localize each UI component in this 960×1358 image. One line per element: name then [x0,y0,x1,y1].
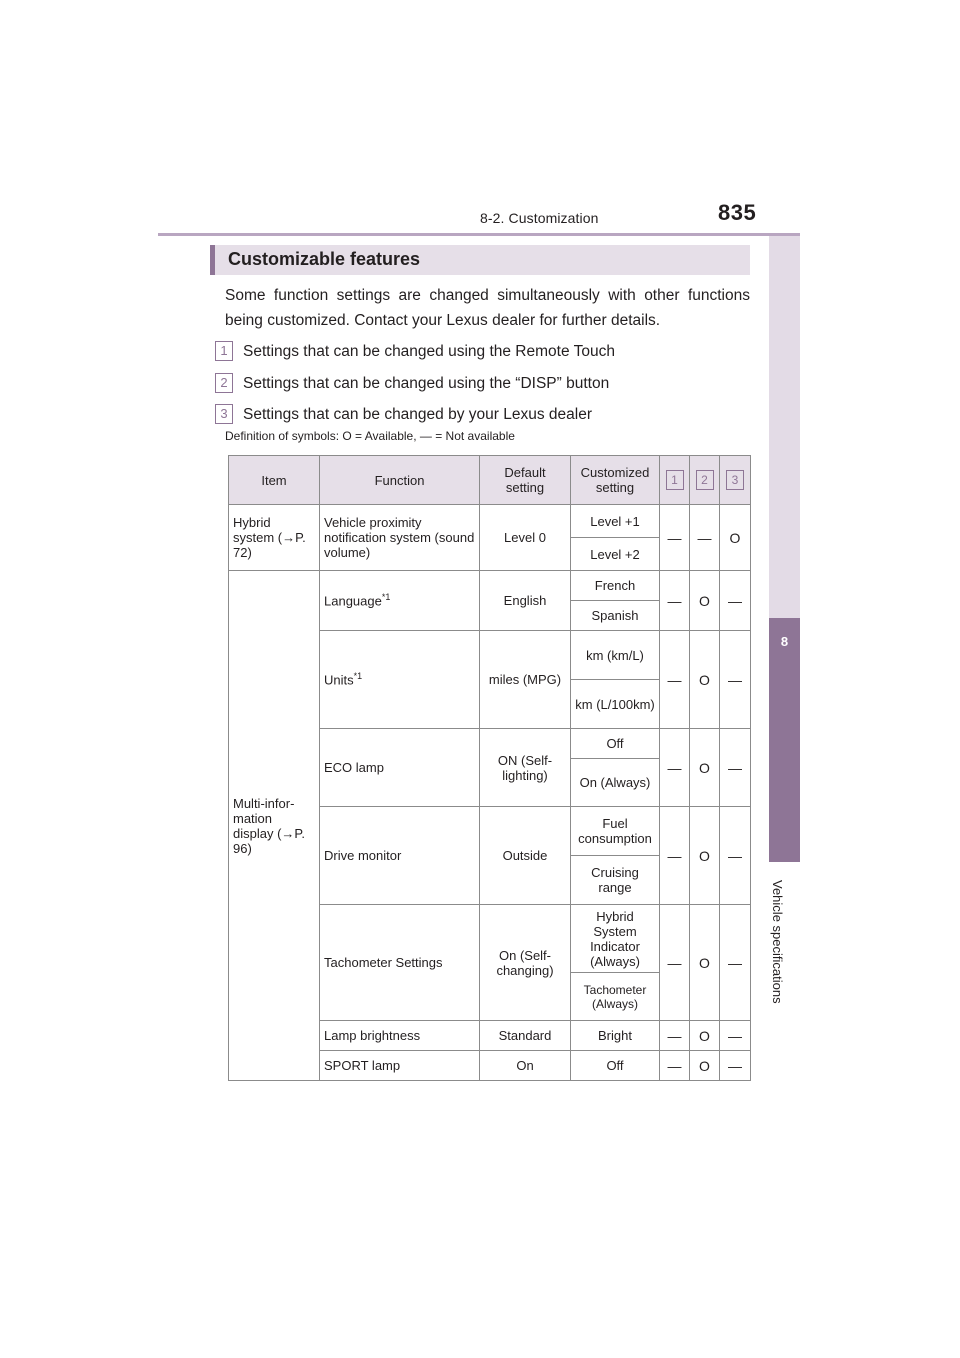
option-cell: Off [571,1051,660,1081]
option-cell: Hybrid System Indicator (Always) [571,905,660,973]
function-text: Language [324,593,382,609]
footnote-mark: *1 [381,592,391,603]
header-item: Item [229,456,320,505]
header-col-2 [690,456,720,505]
option-cell: Tachometer (Always) [571,973,660,1021]
symbol-cell: O [690,807,720,905]
default-cell: Standard [480,1021,571,1051]
table-row [229,505,751,538]
number-1-icon: 1 [666,470,684,490]
function-cell: Lamp brightness [320,1021,480,1051]
option-cell: Spanish [571,601,660,631]
number-2-icon: 2 [696,470,714,490]
page-number: 835 [718,200,757,225]
symbol-cell: — [720,807,751,905]
number-1-icon: 1 [215,341,233,361]
option-cell: Fuel consumption [571,807,660,856]
default-cell: Level 0 [480,505,571,571]
header-default: Default setting [480,456,571,505]
symbol-cell: — [660,1021,690,1051]
header-section-title: 8-2. Customization [480,210,599,226]
symbol-cell: — [660,905,690,1021]
default-cell: On [480,1051,571,1081]
symbol-cell: — [720,631,751,729]
symbol-cell: — [660,807,690,905]
option-cell: French [571,571,660,601]
symbol-cell: O [690,729,720,807]
header-function: Function [320,456,480,505]
option-cell: Bright [571,1021,660,1051]
table-row [229,571,751,601]
option-cell: On (Always) [571,759,660,807]
symbol-cell: — [660,729,690,807]
option-cell: Level +1 [571,505,660,538]
intro-paragraph: Some function settings are changed simultaneously with other functions being customized. Contact your Lexus dealer for further details. [225,287,750,329]
symbol-cell: — [720,905,751,1021]
symbol-cell: — [660,631,690,729]
symbol-cell: — [720,1021,751,1051]
symbol-cell: — [720,729,751,807]
legend-text: Settings that can be changed by your Lexus dealer [243,406,592,423]
item-cell: Multi-infor-mation display (→P. 96) [229,571,320,1081]
chapter-number: 8 [769,618,800,862]
table-header-row [229,456,751,505]
function-cell [320,631,480,729]
symbol-cell: O [690,905,720,1021]
symbol-cell: — [690,505,720,571]
legend-text: Settings that can be changed using the “DISP” button [243,375,610,392]
option-cell: km (km/L) [571,631,660,680]
symbol-cell: O [690,1021,720,1051]
option-cell: km (L/100km) [571,680,660,729]
header-col-3 [720,456,751,505]
option-cell: Level +2 [571,538,660,571]
customization-table [228,455,751,1081]
symbol-cell: O [720,505,751,571]
legend-text: Settings that can be changed using the Remote Touch [243,343,615,360]
header-divider [158,233,800,236]
function-cell: Tachometer Settings [320,905,480,1021]
function-cell: Vehicle proximity notification system (sound volume) [320,505,480,571]
symbol-cell: — [720,1051,751,1081]
option-cell: Off [571,729,660,759]
footnote-mark: *1 [353,671,363,682]
number-2-icon: 2 [215,373,233,393]
default-cell: miles (MPG) [480,631,571,729]
chapter-label: Vehicle specifications [770,880,785,1004]
section-heading [210,245,750,275]
function-cell: ECO lamp [320,729,480,807]
symbol-cell: O [690,1051,720,1081]
default-cell: On (Self-changing) [480,905,571,1021]
legend-item [215,341,615,361]
default-cell: English [480,571,571,631]
symbol-cell: — [660,1051,690,1081]
symbol-cell: — [660,505,690,571]
header-col-1 [660,456,690,505]
default-cell: Outside [480,807,571,905]
number-3-icon: 3 [726,470,744,490]
function-text: Units [324,672,354,688]
symbol-cell: — [660,571,690,631]
default-cell: ON (Self-lighting) [480,729,571,807]
symbol-definition-note: Definition of symbols: O = Available, — = Not available [225,429,515,443]
symbol-cell: — [720,571,751,631]
legend-item [215,373,609,393]
option-cell: Cruising range [571,856,660,905]
section-heading-text: Customizable features [228,249,421,269]
function-cell [320,571,480,631]
symbol-cell: O [690,571,720,631]
symbol-cell: O [690,631,720,729]
number-3-icon: 3 [215,404,233,424]
function-cell: SPORT lamp [320,1051,480,1081]
item-cell: Hybrid system (→P. 72) [229,505,320,571]
header-customized: Customized setting [571,456,660,505]
function-cell: Drive monitor [320,807,480,905]
legend-item [215,404,592,424]
